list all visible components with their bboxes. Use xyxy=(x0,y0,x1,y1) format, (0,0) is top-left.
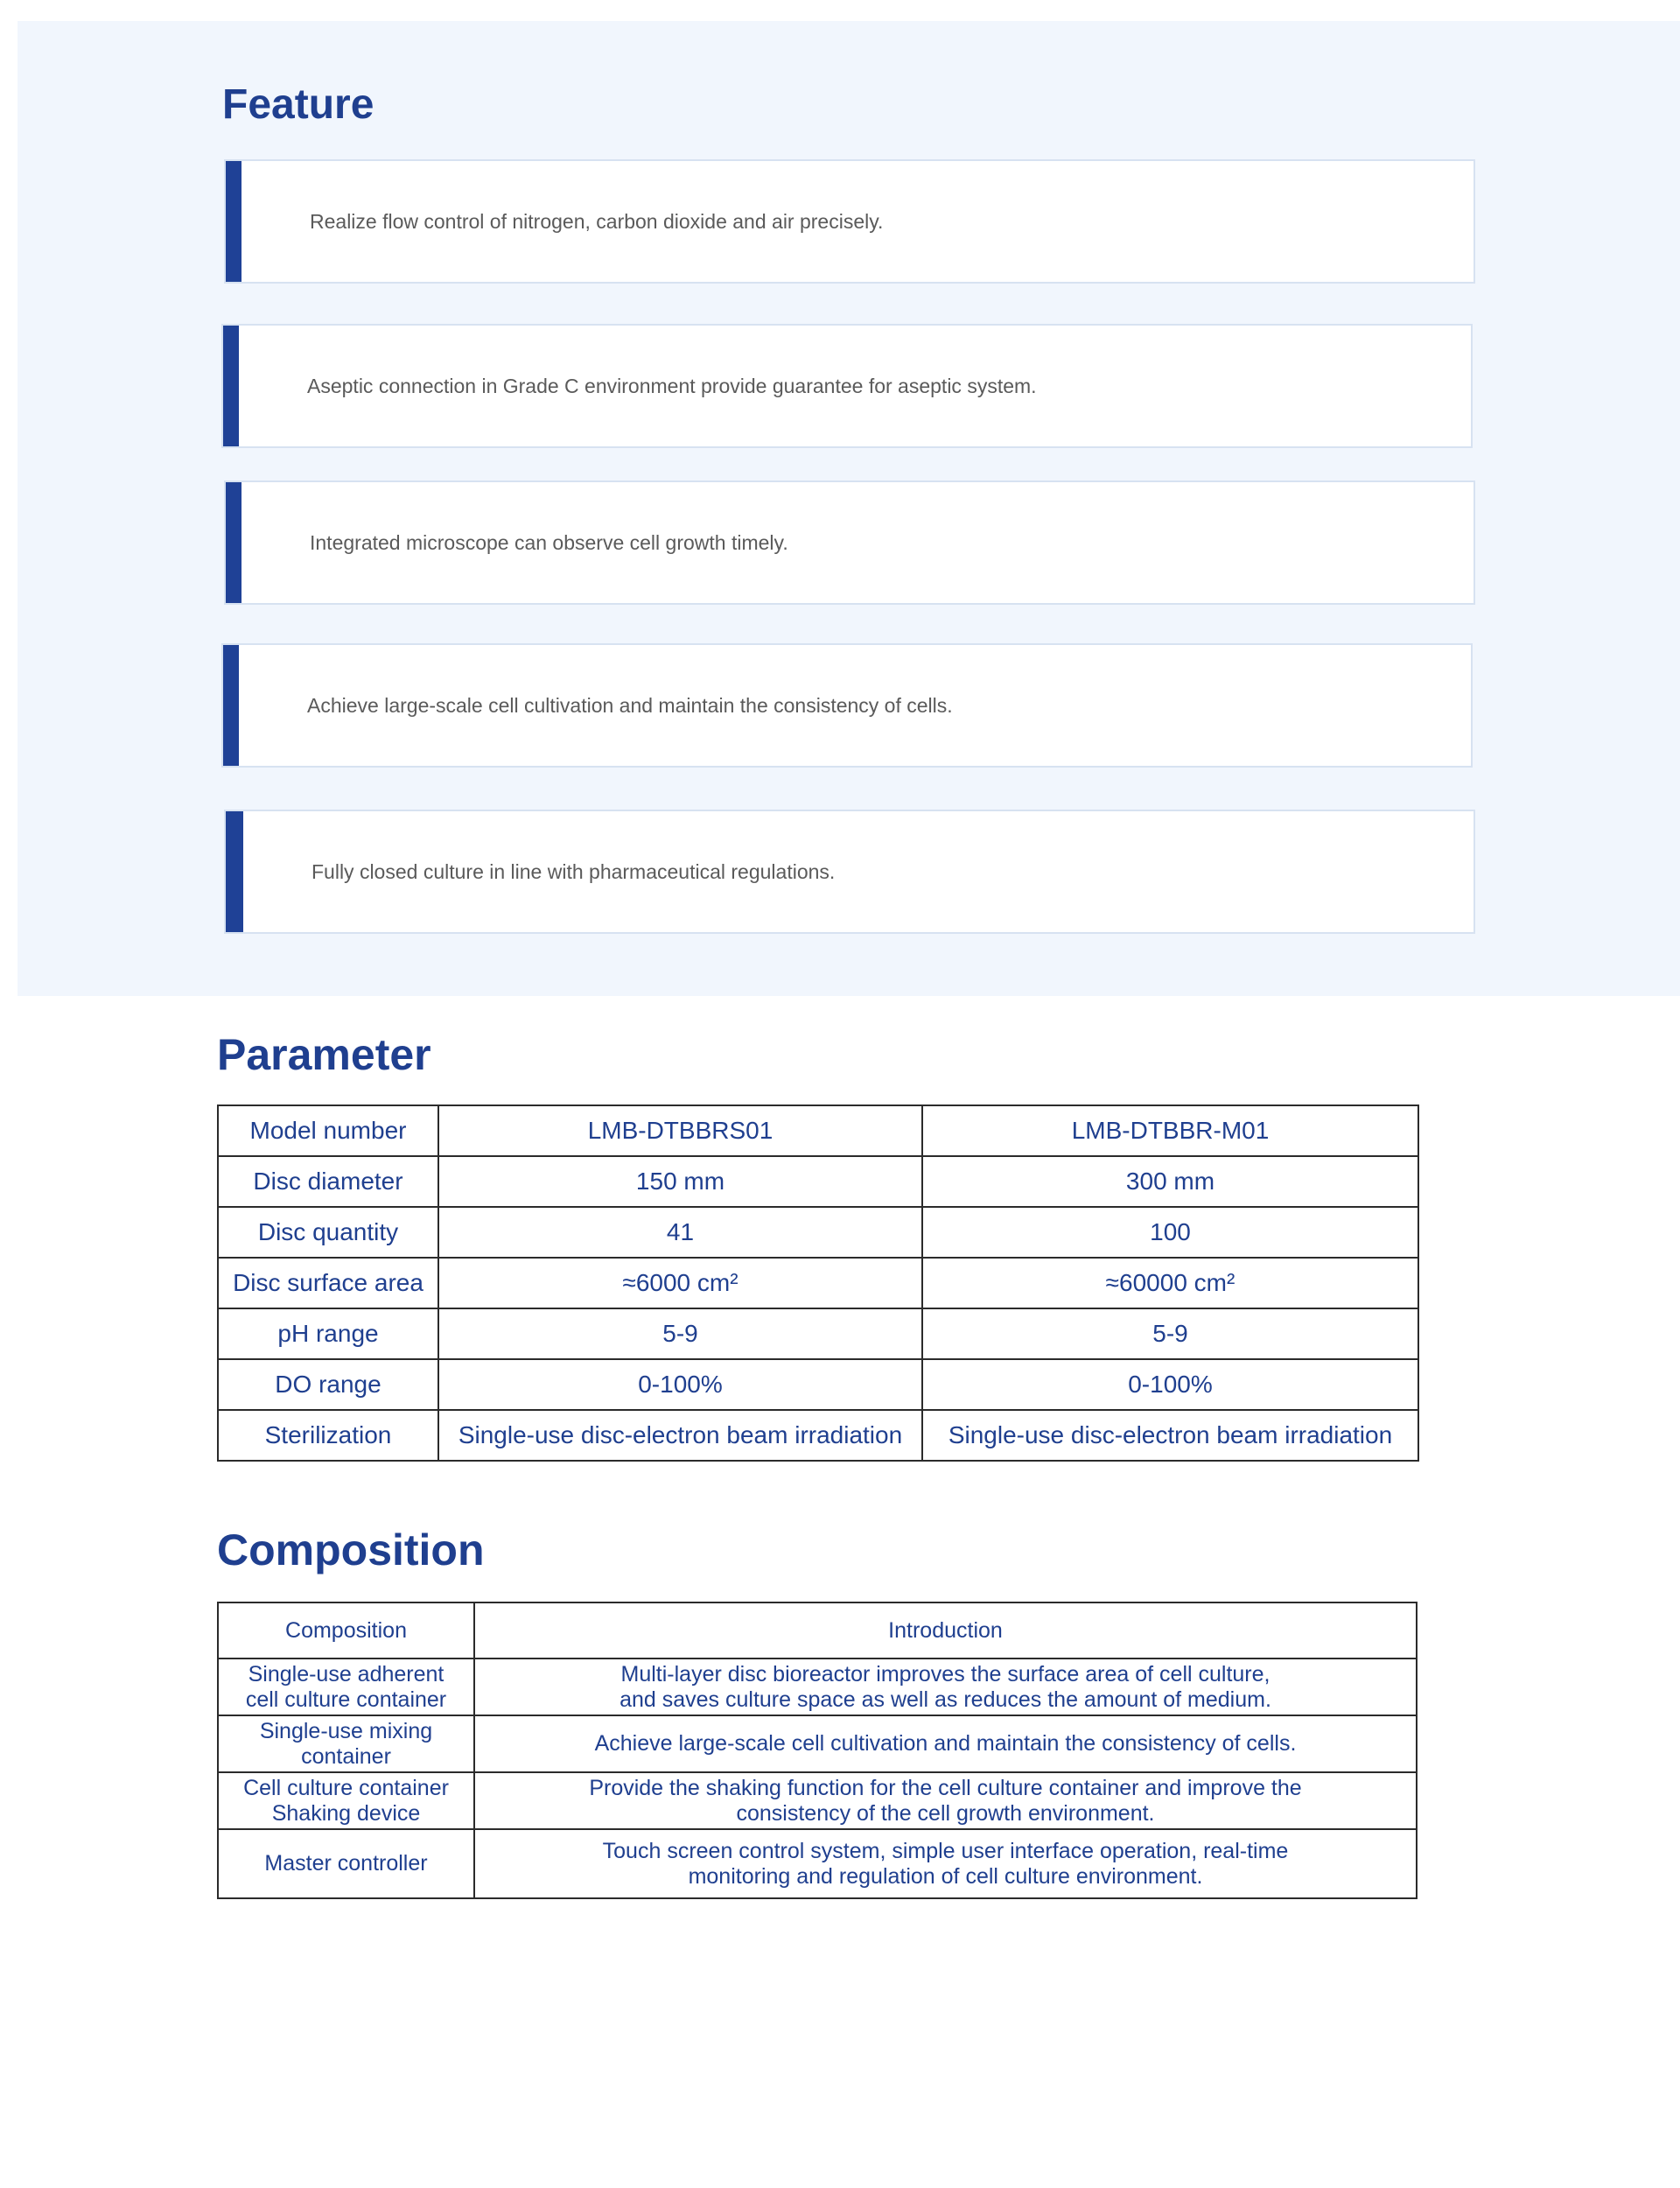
feature-card xyxy=(224,159,1475,284)
feature-card xyxy=(221,643,1473,768)
component-introduction: Multi-layer disc bioreactor improves the surface area of cell culture, and saves culture space as well as reduces the amount of medium. xyxy=(474,1659,1417,1715)
parameter-table xyxy=(217,1105,1419,1462)
table-row xyxy=(218,1829,1417,1898)
parameter-label: pH range xyxy=(218,1308,438,1359)
feature-accent-bar xyxy=(226,811,243,932)
parameter-label: DO range xyxy=(218,1359,438,1410)
parameter-value-a: LMB-DTBBRS01 xyxy=(438,1105,922,1156)
feature-accent-bar xyxy=(226,161,242,282)
feature-accent-bar xyxy=(223,645,239,766)
column-header-introduction: Introduction xyxy=(474,1602,1417,1659)
parameter-value-a: Single-use disc-electron beam irradiation xyxy=(438,1410,922,1461)
table-row xyxy=(218,1359,1418,1410)
feature-accent-bar xyxy=(226,482,242,603)
parameter-value-b: 5-9 xyxy=(922,1308,1418,1359)
component-introduction: Provide the shaking function for the cell culture container and improve the consistency of the cell growth environment. xyxy=(474,1772,1417,1829)
parameter-value-b: 100 xyxy=(922,1207,1418,1258)
feature-text: Fully closed culture in line with pharmaceutical regulations. xyxy=(312,859,836,883)
feature-text: Realize flow control of nitrogen, carbon dioxide and air precisely. xyxy=(310,209,884,233)
feature-card xyxy=(224,480,1475,605)
parameter-value-b: Single-use disc-electron beam irradiation xyxy=(922,1410,1418,1461)
feature-text: Aseptic connection in Grade C environment provide guarantee for aseptic system. xyxy=(307,374,1037,397)
parameter-value-a: 5-9 xyxy=(438,1308,922,1359)
component-name: Master controller xyxy=(218,1829,474,1898)
table-row xyxy=(218,1308,1418,1359)
component-name: Cell culture container Shaking device xyxy=(218,1772,474,1829)
parameter-label: Model number xyxy=(218,1105,438,1156)
table-row xyxy=(218,1410,1418,1461)
parameter-label: Sterilization xyxy=(218,1410,438,1461)
parameter-label: Disc diameter xyxy=(218,1156,438,1207)
feature-text: Achieve large-scale cell cultivation and maintain the consistency of cells. xyxy=(307,693,953,717)
parameter-title: Parameter xyxy=(217,1030,431,1079)
component-name: Single-use adherent cell culture container xyxy=(218,1659,474,1715)
parameter-value-a: ≈6000 cm² xyxy=(438,1258,922,1308)
feature-text: Integrated microscope can observe cell growth timely. xyxy=(310,530,788,554)
component-name: Single-use mixing container xyxy=(218,1715,474,1772)
table-row xyxy=(218,1207,1418,1258)
table-header-row xyxy=(218,1602,1417,1659)
table-row xyxy=(218,1258,1418,1308)
table-row xyxy=(218,1105,1418,1156)
parameter-value-b: 300 mm xyxy=(922,1156,1418,1207)
parameter-value-b: LMB-DTBBR-M01 xyxy=(922,1105,1418,1156)
parameter-value-b: 0-100% xyxy=(922,1359,1418,1410)
feature-card xyxy=(221,324,1473,448)
table-row xyxy=(218,1659,1417,1715)
component-introduction: Achieve large-scale cell cultivation and maintain the consistency of cells. xyxy=(474,1715,1417,1772)
parameter-value-a: 41 xyxy=(438,1207,922,1258)
table-row xyxy=(218,1715,1417,1772)
feature-accent-bar xyxy=(223,326,239,446)
parameter-label: Disc quantity xyxy=(218,1207,438,1258)
composition-table xyxy=(217,1602,1418,1899)
feature-card xyxy=(224,810,1475,934)
table-row xyxy=(218,1772,1417,1829)
column-header-composition: Composition xyxy=(218,1602,474,1659)
composition-title: Composition xyxy=(217,1525,485,1574)
parameter-value-a: 150 mm xyxy=(438,1156,922,1207)
feature-title: Feature xyxy=(222,81,374,128)
parameter-value-a: 0-100% xyxy=(438,1359,922,1410)
component-introduction: Touch screen control system, simple user interface operation, real-time monitoring and regulation of cell culture environment. xyxy=(474,1829,1417,1898)
table-row xyxy=(218,1156,1418,1207)
parameter-label: Disc surface area xyxy=(218,1258,438,1308)
parameter-value-b: ≈60000 cm² xyxy=(922,1258,1418,1308)
